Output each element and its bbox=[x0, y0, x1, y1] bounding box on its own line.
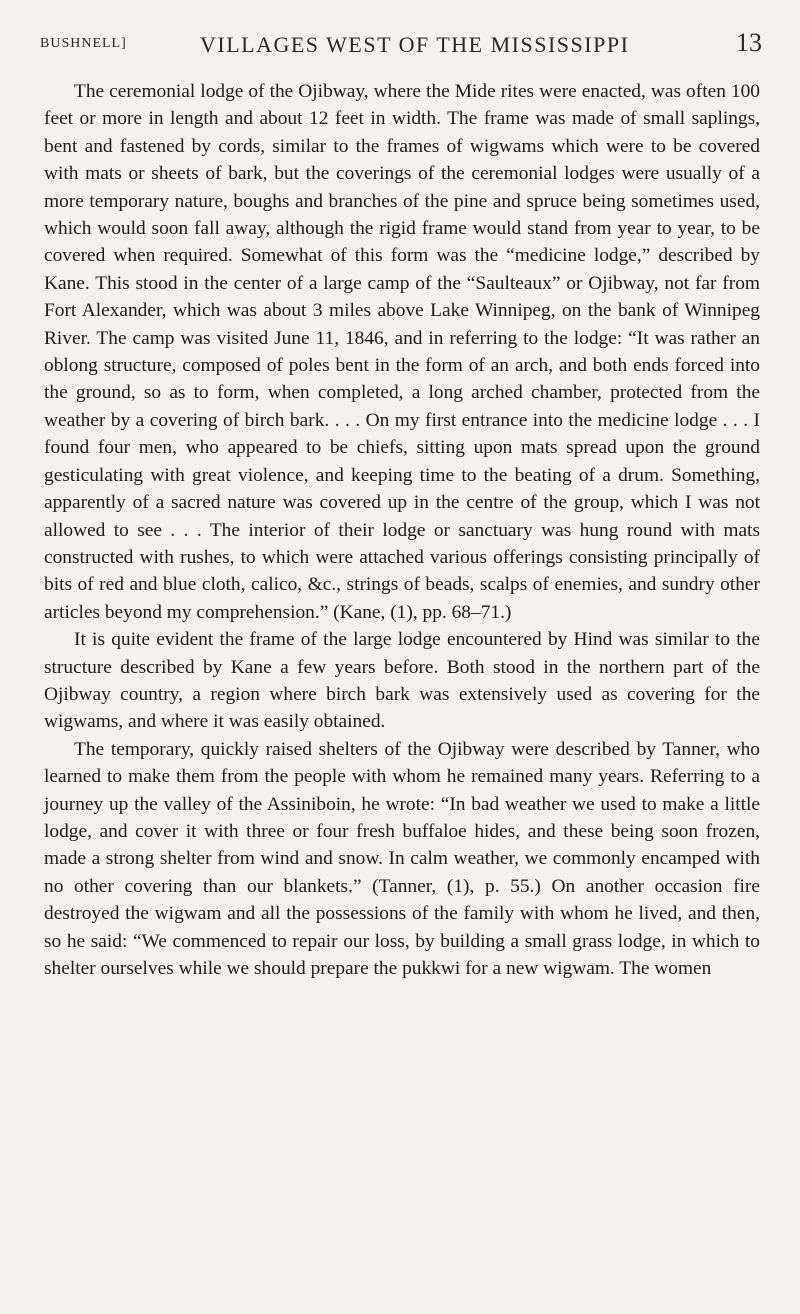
paragraph-3: The temporary, quickly raised shelters of the Ojibway were described by Tanner, who learned to make them from the people with whom he remained many years. Referring to a journey up the valley of the Assiniboin, he wrote: “In bad weather we used to make a little lodge, and cover it with three or four fresh buffaloe hides, and these being soon frozen, made a strong shelter from wind and snow. In calm weather, we commonly encamped with no other covering than our blankets.” (Tanner, (1), p. 55.) On another occasion fire destroyed the wigwam and all the possessions of the family with whom he lived, and then, so he said: “We commenced to repair our loss, by building a small grass lodge, in which to shelter ourselves while we should prepare the pukkwi for a new wigwam. The women bbox=[44, 738, 760, 979]
body-text bbox=[44, 78, 760, 982]
paragraph-2: It is quite evident the frame of the large lodge encountered by Hind was similar to the structure described by Kane a few years before. Both stood in the northern part of the Ojibway country, a region where birch bark was extensively used as covering for the wigwams, and where it was easily obtained. bbox=[44, 629, 760, 733]
author-running-head: BUSHNELL] bbox=[40, 36, 127, 51]
page-number: 13 bbox=[736, 28, 762, 57]
running-head bbox=[40, 28, 762, 68]
chapter-title: VILLAGES WEST OF THE MISSISSIPPI bbox=[200, 32, 630, 57]
paragraph-1: The ceremonial lodge of the Ojibway, where the Mide rites were enacted, was often 100 feet or more in length and about 12 feet in width. The frame was made of small saplings, bent and fastened by cords, similar to the frames of wigwams which were to be covered with mats or sheets of bark, but the coverings of the ceremonial lodges were usually of a more temporary nature, boughs and branches of the pine and spruce being sometimes used, which would soon fall away, although the rigid frame would stand from year to year, to be covered when required. Somewhat of this form was the “medicine lodge,” described by Kane. This stood in the center of a large camp of the “Saulteaux” or Ojibway, not far from Fort Alexander, which was about 3 miles above Lake Winnipeg, on the bank of Winnipeg River. The camp was visited June 11, 1846, and in referring to the lodge: “It was rather an oblong structure, composed of poles bent in the form of an arch, and both ends forced into the ground, so as to form, when completed, a long arched chamber, protected from the weather by a covering of birch bark. . . . On my first entrance into the medicine lodge . . . I found four men, who appeared to be chiefs, sitting upon mats spread upon the ground gesticulating with great violence, and keeping time to the beating of a drum. Something, apparently of a sacred nature was covered up in the centre of the group, which I was not allowed to see . . . The interior of their lodge or sanctuary was hung round with mats constructed with rushes, to which were attached various offerings consisting principally of bits of red and blue cloth, calico, &c., strings of beads, scalps of enemies, and sundry other articles beyond my comprehension.” (Kane, (1), pp. 68–71.) bbox=[44, 81, 760, 623]
